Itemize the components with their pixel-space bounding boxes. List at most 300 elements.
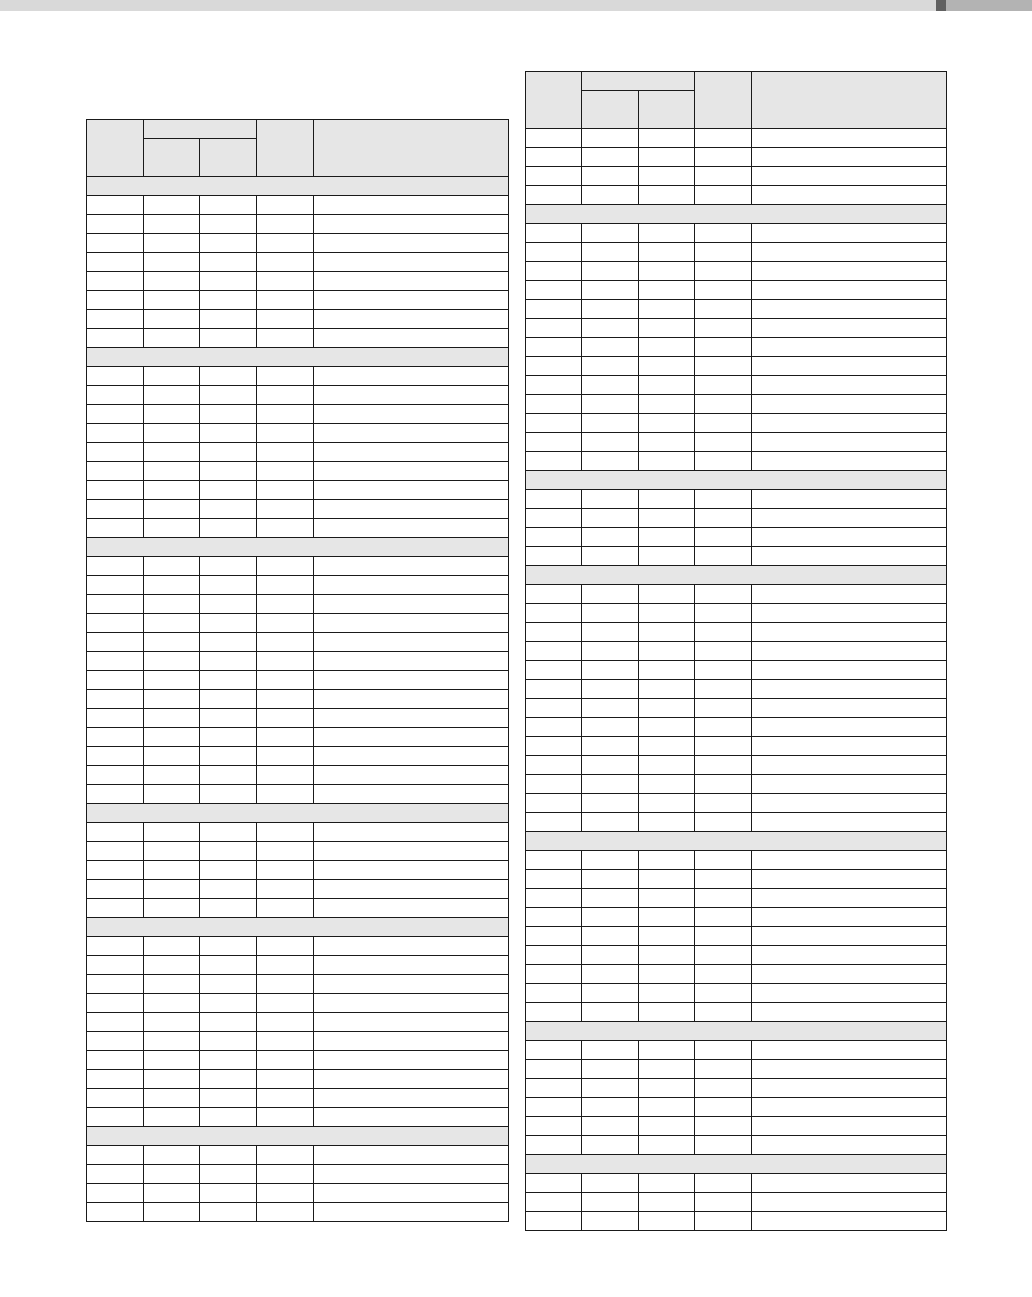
table-cell <box>314 975 509 994</box>
table-cell <box>87 329 144 348</box>
table-cell <box>526 1060 582 1079</box>
table-cell <box>639 889 695 908</box>
table-cell <box>752 946 947 965</box>
table-cell <box>582 908 639 927</box>
table-cell <box>257 1108 314 1127</box>
table-cell <box>752 490 947 509</box>
table-cell <box>752 376 947 395</box>
table-cell <box>87 766 144 785</box>
table-cell <box>526 775 582 794</box>
table-cell <box>257 329 314 348</box>
table-cell <box>144 690 200 709</box>
table-cell <box>582 1117 639 1136</box>
table-row <box>87 367 509 386</box>
table-cell <box>144 671 200 690</box>
table-cell <box>526 1117 582 1136</box>
table-cell <box>695 756 752 775</box>
table-row <box>526 661 947 680</box>
table-cell <box>582 661 639 680</box>
table-row <box>87 310 509 329</box>
table-cell <box>314 652 509 671</box>
section-row <box>87 1127 509 1146</box>
table-cell <box>314 500 509 519</box>
table-cell <box>639 129 695 148</box>
table-cell <box>144 937 200 956</box>
table-cell <box>87 1051 144 1070</box>
table-row <box>87 519 509 538</box>
section-row <box>87 348 509 367</box>
table-cell <box>752 1041 947 1060</box>
table-cell <box>639 395 695 414</box>
table-cell <box>87 234 144 253</box>
table-cell <box>314 899 509 918</box>
table-cell <box>582 1098 639 1117</box>
table-cell <box>752 661 947 680</box>
table-cell <box>257 310 314 329</box>
table-cell <box>695 623 752 642</box>
table-cell <box>752 813 947 832</box>
table-cell <box>314 234 509 253</box>
table-row <box>87 1184 509 1203</box>
table-cell <box>639 262 695 281</box>
table-cell <box>144 1184 200 1203</box>
table-cell <box>695 889 752 908</box>
table-cell <box>314 1013 509 1032</box>
table-cell <box>257 994 314 1013</box>
table-cell <box>257 1070 314 1089</box>
table-cell <box>526 1174 582 1193</box>
table-cell <box>200 557 257 576</box>
table-row <box>87 1089 509 1108</box>
table-cell <box>314 1089 509 1108</box>
table-cell <box>200 386 257 405</box>
table-cell <box>639 452 695 471</box>
table-cell <box>526 661 582 680</box>
table-cell <box>314 367 509 386</box>
table-cell <box>526 718 582 737</box>
table-cell <box>639 699 695 718</box>
table-cell <box>87 500 144 519</box>
table-row <box>526 167 947 186</box>
table-cell <box>87 614 144 633</box>
section-row <box>526 832 947 851</box>
table-cell <box>200 291 257 310</box>
table-cell <box>314 253 509 272</box>
table-cell <box>87 424 144 443</box>
table-row <box>526 376 947 395</box>
table-cell <box>314 747 509 766</box>
table-cell <box>582 357 639 376</box>
table-cell <box>200 747 257 766</box>
table-cell <box>144 215 200 234</box>
table-cell <box>639 585 695 604</box>
table-cell <box>752 585 947 604</box>
table-cell <box>200 766 257 785</box>
table-row <box>87 576 509 595</box>
table-cell <box>695 984 752 1003</box>
table-cell <box>695 1193 752 1212</box>
table-cell <box>200 880 257 899</box>
table-row <box>526 1060 947 1079</box>
table-cell <box>695 680 752 699</box>
table-cell <box>257 367 314 386</box>
table-cell <box>752 1060 947 1079</box>
table-cell <box>87 1089 144 1108</box>
table-cell <box>752 319 947 338</box>
table-cell <box>144 728 200 747</box>
table-cell <box>87 728 144 747</box>
table-row <box>526 262 947 281</box>
table-row <box>526 870 947 889</box>
table-row <box>526 1193 947 1212</box>
table-cell <box>582 851 639 870</box>
table-cell <box>200 994 257 1013</box>
table-row <box>526 1098 947 1117</box>
table-cell <box>752 281 947 300</box>
table-cell <box>752 604 947 623</box>
table-cell <box>314 823 509 842</box>
table-row <box>87 215 509 234</box>
table-cell <box>752 1098 947 1117</box>
table-row <box>87 557 509 576</box>
table-cell <box>695 908 752 927</box>
table-cell <box>257 253 314 272</box>
section-cell <box>87 804 509 823</box>
table-cell <box>526 851 582 870</box>
section-row <box>526 205 947 224</box>
table-cell <box>582 528 639 547</box>
table-cell <box>314 937 509 956</box>
table-cell <box>257 652 314 671</box>
table-cell <box>582 547 639 566</box>
table-row <box>87 1051 509 1070</box>
section-row <box>87 538 509 557</box>
table-row <box>87 899 509 918</box>
table-cell <box>200 443 257 462</box>
table-cell <box>526 129 582 148</box>
table-cell <box>526 623 582 642</box>
section-cell <box>526 1155 947 1174</box>
section-row <box>526 1022 947 1041</box>
table-cell <box>582 167 639 186</box>
table-cell <box>314 215 509 234</box>
table-cell <box>639 414 695 433</box>
table-cell <box>582 186 639 205</box>
table-row <box>526 680 947 699</box>
table-row <box>526 338 947 357</box>
table-row <box>87 595 509 614</box>
table-cell <box>695 1212 752 1231</box>
table-cell <box>314 1184 509 1203</box>
table-row <box>87 937 509 956</box>
table-cell <box>752 699 947 718</box>
table-cell <box>144 994 200 1013</box>
section-cell <box>87 1127 509 1146</box>
table-row <box>87 481 509 500</box>
table-cell <box>695 813 752 832</box>
table-cell <box>87 823 144 842</box>
section-row <box>526 471 947 490</box>
table-cell <box>314 614 509 633</box>
table-cell <box>582 699 639 718</box>
table-row <box>87 253 509 272</box>
table-cell <box>257 633 314 652</box>
table-cell <box>752 642 947 661</box>
table-cell <box>695 148 752 167</box>
table-cell <box>752 262 947 281</box>
section-cell <box>526 205 947 224</box>
table-cell <box>257 234 314 253</box>
table-cell <box>200 652 257 671</box>
table-cell <box>582 224 639 243</box>
table-row <box>87 633 509 652</box>
table-cell <box>582 319 639 338</box>
table-cell <box>582 1212 639 1231</box>
table-cell <box>314 1203 509 1222</box>
table-cell <box>314 1165 509 1184</box>
table-cell <box>582 642 639 661</box>
table-cell <box>257 576 314 595</box>
table-cell <box>582 1079 639 1098</box>
table-cell <box>639 680 695 699</box>
table-cell <box>639 927 695 946</box>
table-cell <box>582 490 639 509</box>
table-row <box>526 129 947 148</box>
table-cell <box>144 386 200 405</box>
header-row <box>87 120 509 139</box>
table-row <box>526 357 947 376</box>
table-cell <box>200 1089 257 1108</box>
table-cell <box>314 557 509 576</box>
table-cell <box>200 1165 257 1184</box>
table-cell <box>314 994 509 1013</box>
table-cell <box>526 680 582 699</box>
table-cell <box>87 1108 144 1127</box>
table-row <box>526 908 947 927</box>
table-cell <box>639 509 695 528</box>
table-cell <box>526 1079 582 1098</box>
table-cell <box>526 281 582 300</box>
table-cell <box>695 186 752 205</box>
table-cell <box>257 1032 314 1051</box>
table-cell <box>582 737 639 756</box>
table-cell <box>257 1203 314 1222</box>
table-cell <box>695 452 752 471</box>
table-cell <box>200 405 257 424</box>
top-bar-accent <box>936 0 946 11</box>
table-cell <box>314 519 509 538</box>
table-cell <box>695 946 752 965</box>
table-cell <box>200 196 257 215</box>
table-cell <box>582 794 639 813</box>
table-cell <box>752 737 947 756</box>
table-row <box>87 690 509 709</box>
table-row <box>87 747 509 766</box>
table-cell <box>582 623 639 642</box>
table-cell <box>752 794 947 813</box>
table-cell <box>752 1136 947 1155</box>
table-cell <box>87 519 144 538</box>
section-row <box>526 1155 947 1174</box>
table-cell <box>526 1003 582 1022</box>
table-cell <box>314 1051 509 1070</box>
table-cell <box>582 1174 639 1193</box>
table-row <box>87 728 509 747</box>
table-cell <box>257 462 314 481</box>
table-cell <box>752 1117 947 1136</box>
table-cell <box>314 671 509 690</box>
table-cell <box>639 186 695 205</box>
table-cell <box>314 690 509 709</box>
table-cell <box>639 1003 695 1022</box>
table-cell <box>87 671 144 690</box>
table-cell <box>144 766 200 785</box>
table-cell <box>257 519 314 538</box>
table-cell <box>257 671 314 690</box>
table-cell <box>695 1117 752 1136</box>
section-cell <box>87 348 509 367</box>
table-cell <box>582 946 639 965</box>
table-cell <box>752 186 947 205</box>
table-cell <box>639 243 695 262</box>
table-cell <box>144 1051 200 1070</box>
table-cell <box>695 870 752 889</box>
header-group-cell <box>144 120 257 139</box>
table-cell <box>314 310 509 329</box>
table-cell <box>582 338 639 357</box>
table-cell <box>582 243 639 262</box>
table-cell <box>200 462 257 481</box>
table-cell <box>752 300 947 319</box>
table-cell <box>695 851 752 870</box>
table-cell <box>582 452 639 471</box>
table-row <box>87 671 509 690</box>
header-cell <box>526 72 582 129</box>
table-cell <box>695 585 752 604</box>
table-cell <box>752 718 947 737</box>
table-cell <box>695 775 752 794</box>
table-cell <box>639 281 695 300</box>
table-cell <box>200 272 257 291</box>
table-cell <box>752 129 947 148</box>
table-cell <box>200 310 257 329</box>
table-cell <box>257 766 314 785</box>
table-cell <box>144 785 200 804</box>
table-cell <box>526 642 582 661</box>
table-cell <box>526 357 582 376</box>
table-cell <box>752 224 947 243</box>
table-cell <box>526 889 582 908</box>
table-cell <box>526 984 582 1003</box>
table-cell <box>314 633 509 652</box>
table-cell <box>314 861 509 880</box>
section-row <box>87 177 509 196</box>
table-cell <box>582 1003 639 1022</box>
table-row <box>87 880 509 899</box>
table-row <box>87 1070 509 1089</box>
table-cell <box>200 823 257 842</box>
table-cell <box>639 965 695 984</box>
table-cell <box>257 215 314 234</box>
table-cell <box>695 490 752 509</box>
table-cell <box>257 1089 314 1108</box>
table-cell <box>526 1193 582 1212</box>
table-cell <box>639 984 695 1003</box>
table-cell <box>695 547 752 566</box>
table-cell <box>314 842 509 861</box>
table-cell <box>695 1041 752 1060</box>
table-cell <box>752 680 947 699</box>
header-cell <box>695 72 752 129</box>
table-row <box>87 652 509 671</box>
table-cell <box>314 481 509 500</box>
table-row <box>87 1165 509 1184</box>
table-cell <box>639 528 695 547</box>
table-cell <box>526 737 582 756</box>
table-cell <box>257 405 314 424</box>
table-cell <box>87 310 144 329</box>
table-cell <box>314 709 509 728</box>
table-row <box>87 956 509 975</box>
section-row <box>87 918 509 937</box>
table-cell <box>144 1032 200 1051</box>
table-cell <box>257 424 314 443</box>
table-cell <box>695 699 752 718</box>
table-cell <box>257 1184 314 1203</box>
section-cell <box>87 177 509 196</box>
table-cell <box>526 148 582 167</box>
table-row <box>87 1013 509 1032</box>
header-subcell <box>200 139 257 177</box>
table-cell <box>87 1032 144 1051</box>
table-cell <box>582 281 639 300</box>
table-cell <box>200 595 257 614</box>
table-cell <box>144 1013 200 1032</box>
table-cell <box>257 842 314 861</box>
table-cell <box>144 1165 200 1184</box>
table-cell <box>200 367 257 386</box>
table-cell <box>526 528 582 547</box>
table-cell <box>144 614 200 633</box>
section-cell <box>526 471 947 490</box>
table-cell <box>526 965 582 984</box>
table-cell <box>144 443 200 462</box>
table-cell <box>257 1146 314 1165</box>
top-bar-tab <box>946 0 1032 11</box>
table-cell <box>257 747 314 766</box>
table-cell <box>639 908 695 927</box>
table-cell <box>200 785 257 804</box>
table-cell <box>200 1203 257 1222</box>
table-cell <box>314 424 509 443</box>
table-cell <box>639 870 695 889</box>
table-cell <box>752 338 947 357</box>
table-cell <box>314 291 509 310</box>
table-cell <box>87 899 144 918</box>
table-cell <box>526 167 582 186</box>
table-cell <box>87 975 144 994</box>
table-cell <box>695 300 752 319</box>
table-row <box>526 889 947 908</box>
table-row <box>526 1212 947 1231</box>
table-cell <box>695 433 752 452</box>
table-cell <box>257 1165 314 1184</box>
table-cell <box>639 376 695 395</box>
table-cell <box>639 148 695 167</box>
table-cell <box>200 709 257 728</box>
table-row <box>87 975 509 994</box>
table-cell <box>582 1136 639 1155</box>
